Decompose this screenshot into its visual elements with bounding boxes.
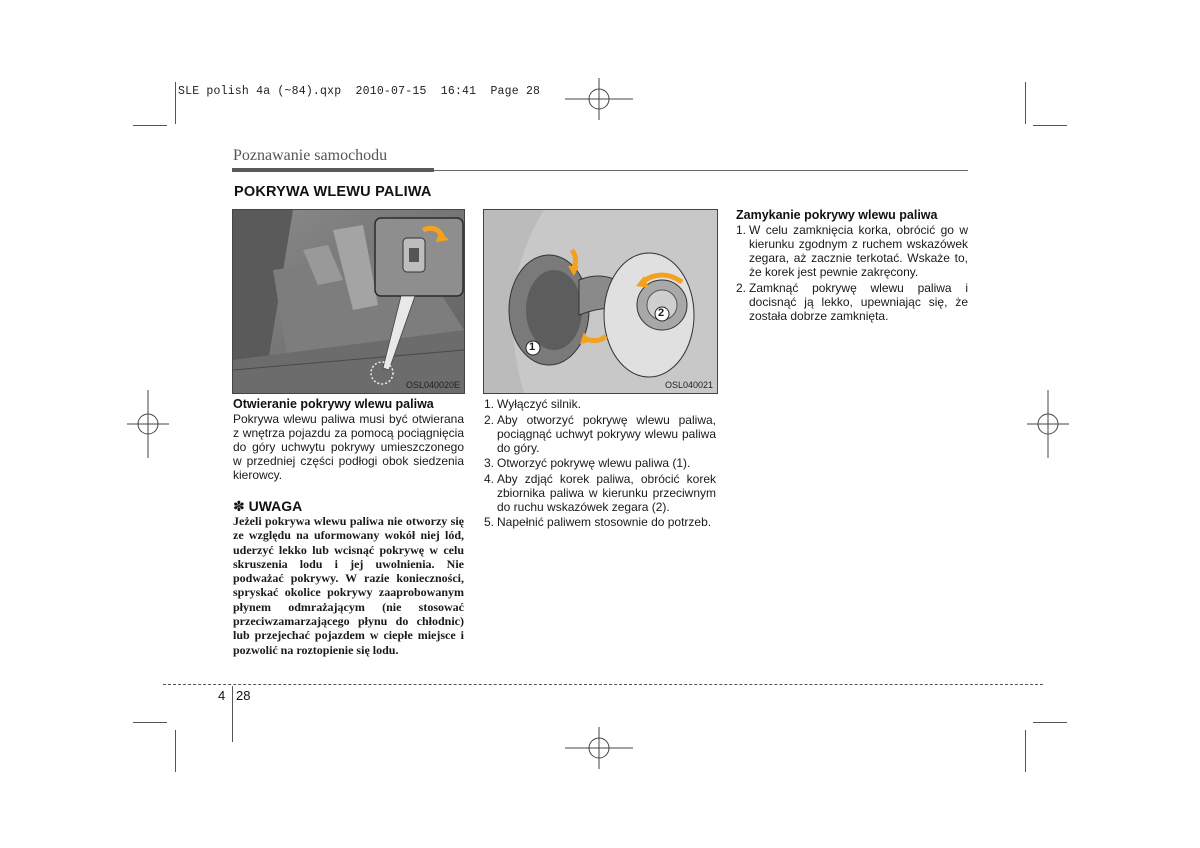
warning-title: ✽ UWAGA — [233, 498, 303, 514]
callout-1: 1 — [529, 341, 536, 353]
page-number: 28 — [236, 688, 251, 703]
list-item: 3. Otworzyć pokrywę wlewu paliwa (1). — [484, 456, 691, 470]
print-slug: SLE polish 4a (~84).qxp 2010-07-15 16:41 Page 28 — [178, 85, 541, 98]
subheading-opening: Otwieranie pokrywy wlewu paliwa — [233, 397, 434, 411]
left-column — [233, 397, 464, 657]
figure-fuel-lever — [232, 209, 465, 394]
right-column — [736, 208, 968, 324]
subheading-closing: Zamykanie pokrywy wlewu paliwa — [736, 208, 938, 222]
chapter-number: 4 — [218, 688, 226, 703]
figure-fuel-door — [483, 209, 718, 394]
section-title: Poznawanie samochodu — [233, 147, 388, 164]
list-item: 2. Zamknąć pokrywę wlewu paliwa i docisnąć ją lekko, upewniając się, że została dobrze zamknięta. — [736, 280, 968, 323]
fuel-door-illustration — [484, 210, 717, 393]
callout-2: 2 — [658, 307, 665, 319]
warning-text: Jeżeli pokrywa wlewu paliwa nie otworzy się ze względu na uformowany wokół niej lód, uderzyć lekko lub wcisnąć pokrywę w celu skruszenia lodu i jej uwolnienia. Nie podważać pokrywy. W razie konieczności, spryskać okolice pokrywy zaaprobowanym płynem odmrażającym (nie stosować przeciwzamarzającego płynu do chłodnic) lub przejechać pojazdem w ciepłe miejsce i pozwolić na roztopienie się lodu. — [233, 514, 464, 657]
opening-steps — [484, 397, 716, 529]
list-item: 1. W celu zamknięcia korka, obrócić go w kierunku zgodnym z ruchem wskazówek zegara, aż zacznie terkotać. Wskaże to, że korek jest pewnie zakręcony. — [736, 223, 968, 279]
list-item: 5. Napełnić paliwem stosownie do potrzeb. — [484, 515, 712, 529]
paragraph-opening: Pokrywa wlewu paliwa musi być otwierana z wnętrza pojazdu za pomocą pociągnięcia do góry uchwytu pokrywy umieszczonego w przedniej części podłogi obok siedzenia kierowcy. — [233, 412, 464, 482]
list-item: 2. Aby otworzyć pokrywę wlewu paliwa, pociągnąć uchwyt pokrywy wlewu paliwa do góry. — [484, 412, 716, 455]
middle-column — [484, 397, 716, 531]
header-rule — [434, 170, 968, 171]
figure-code: OSL040020E — [405, 380, 460, 390]
header-bar — [232, 168, 434, 172]
page-heading: POKRYWA WLEWU PALIWA — [234, 184, 432, 200]
figure-code: OSL040021 — [664, 380, 713, 390]
fuel-lever-illustration — [233, 210, 464, 393]
closing-steps — [736, 223, 968, 323]
list-item: 4. Aby zdjąć korek paliwa, obrócić korek zbiornika paliwa w kierunku przeciwnym do ruchu wskazówek zegara (2). — [484, 471, 716, 514]
list-item: 1. Wyłączyć silnik. — [484, 397, 581, 411]
footer-rule — [163, 684, 1043, 685]
